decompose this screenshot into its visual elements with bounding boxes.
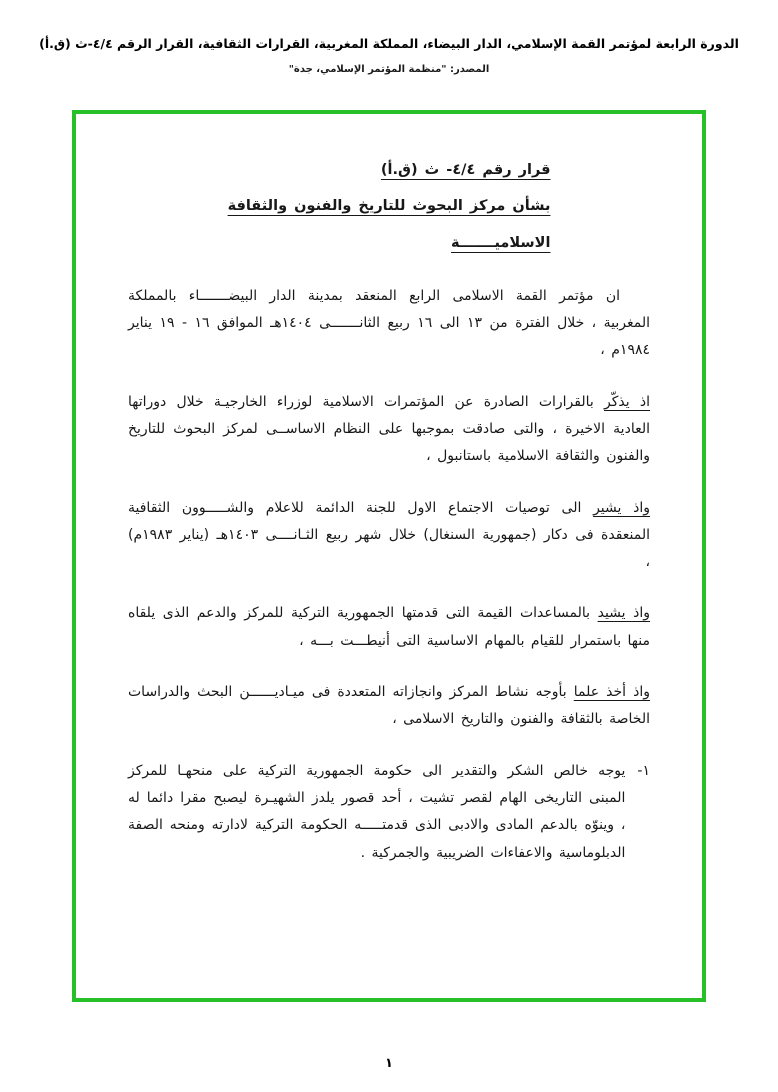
document-header-line: الدورة الرابعة لمؤتمر القمة الإسلامي، الدار البيضاء، المملكة المغربية، القرارات الثقافية، القرار الرقم ٤/٤-ث (ق.أ) xyxy=(39,36,739,51)
title-line-resolution-number: قرار رقم ٤/٤- ث (ق.أ) xyxy=(380,162,551,178)
scanned-document-body xyxy=(128,156,650,867)
operative-clause-1 xyxy=(128,758,650,867)
recital-text-3: بالمساعدات القيمة التى قدمتها الجمهورية التركية للمركز والدعم الذى يلقاه منها باستمرار للقيام بالمهام الاساسية التى أنيطـــت بـــه ، xyxy=(128,605,650,649)
resolution-title xyxy=(228,156,551,257)
page-number: ١ xyxy=(385,1056,393,1071)
recital-lead-3: واذ يشيد xyxy=(597,605,650,622)
clause-text: يوجه خالص الشكر والتقدير الى حكومة الجمهورية التركية على منحهـا للمركز المبنى التاريخى الهام لقصر تشيت ، أحد قصور يلدز الشهيـرة ليصبح مقرا دائما له ، وينوّه بالدعم المادى والادبى الذى قدمتـــــه الحكومة التركية لادارته ومنحه الصفة الدبلوماسية والاعفاءات الضريبية والجمركية . xyxy=(128,762,626,861)
recital-text-1: بالقرارات الصادرة عن المؤتمرات الاسلامية لوزراء الخارجيـة خلال دوراتها العادية الاخيرة ، والتى صادقت بموجبها على النظام الاساســى لمركز البحوث للتاريخ والفنون والثقافة الاسلامية باستانبول ، xyxy=(128,393,650,465)
recital-lead-4: واذ أخذ علما xyxy=(573,684,650,701)
title-line-subject: بشأن مركز البحوث للتاريخ والفنون والثقافة xyxy=(227,198,551,215)
title-line-islamic: الاسلاميـــــــة xyxy=(451,234,551,251)
recital-paragraph-1 xyxy=(128,389,650,471)
recital-paragraph-2 xyxy=(128,495,650,577)
recital-text-2: الى توصيات الاجتماع الاول للجنة الدائمة للاعلام والشـــــوون الثقافية المنعقدة فى دكار (جمهورية السنغال) خلال شهر ربيع الثـانــــى ١٤٠٣هـ (يناير ١٩٨٣م) ، xyxy=(128,499,650,571)
recital-lead-2: واذ يشير xyxy=(593,499,650,516)
preamble-paragraph xyxy=(128,283,650,365)
clause-number: ١- xyxy=(637,762,650,779)
preamble-text: ان مؤتمر القمة الاسلامى الرابع المنعقد بمدينة الدار البيضـــــــاء بالمملكة المغربية ، خلال الفترة من ١٣ الى ١٦ ربيع الثانـــــــى ١٤٠٤هـ الموافق ١٦ - ١٩ يناير ١٩٨٤م ، xyxy=(128,287,650,359)
recital-lead-1: اذ يذكّر xyxy=(604,393,651,410)
recital-text-4: بأوجه نشاط المركز وانجازاته المتعددة فى ميـاديــــــن البحث والدراسات الخاصة بالثقافة والفنون والتاريخ الاسلامى ، xyxy=(128,684,650,728)
source-line: المصدر: "منظمة المؤتمر الإسلامي، جدة" xyxy=(288,64,490,75)
recital-paragraph-4 xyxy=(128,679,650,734)
scanned-document-frame xyxy=(72,110,706,1002)
recital-paragraph-3 xyxy=(128,600,650,655)
